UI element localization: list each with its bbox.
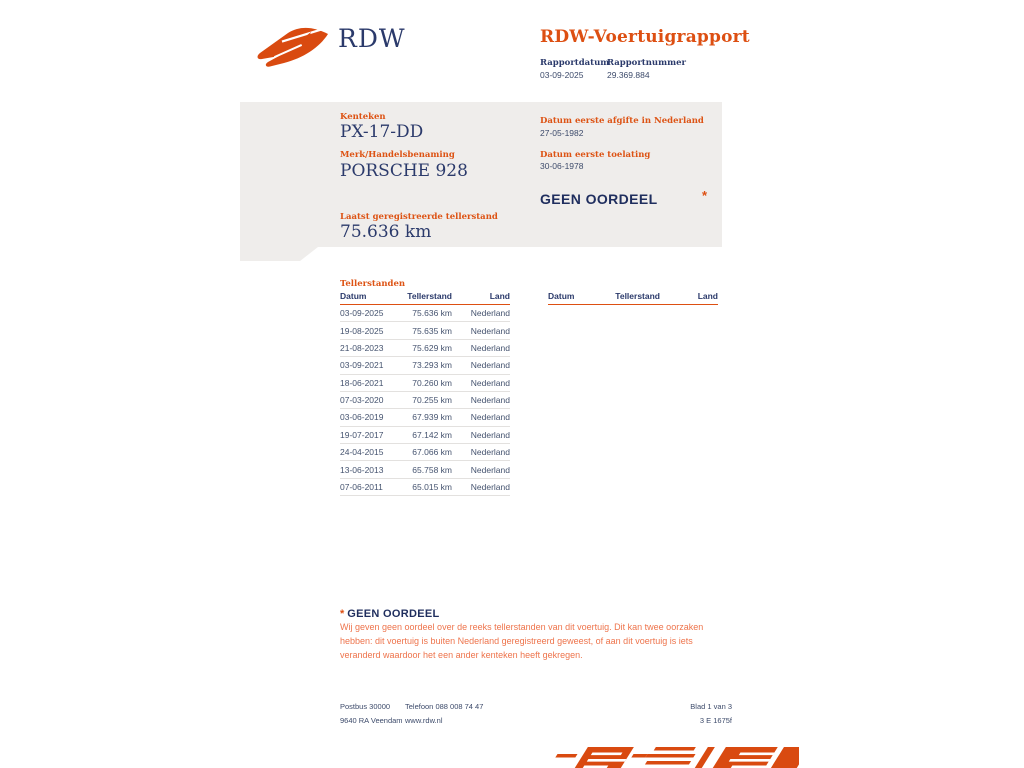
table-cell: 19-07-2017 <box>340 426 397 443</box>
table-cell: 07-03-2020 <box>340 391 397 408</box>
table-row <box>340 339 510 356</box>
afgifte-value: 27-05-1982 <box>540 128 584 138</box>
table-cell: 73.293 km <box>397 357 452 374</box>
table-cell: 21-08-2023 <box>340 339 397 356</box>
rdw-wing-logo-icon <box>253 26 329 68</box>
kenteken-label: Kenteken <box>340 112 386 122</box>
vehicle-summary-box-tab <box>240 247 318 261</box>
footer-address-line1: Postbus 30000 <box>340 702 391 711</box>
oordeel-status: GEEN OORDEEL <box>540 191 658 207</box>
table-cell: 67.066 km <box>397 444 452 461</box>
table-cell: 13-06-2013 <box>340 461 397 478</box>
footer-page-indicator: Blad 1 van 3 <box>690 702 732 711</box>
oordeel-footnote-marker: * <box>702 188 708 203</box>
report-date-label: Rapportdatum <box>540 58 610 68</box>
table-cell: 07-06-2011 <box>340 478 397 495</box>
table-cell: 18-06-2021 <box>340 374 397 391</box>
table-cell: Nederland <box>452 426 510 443</box>
table-cell: Nederland <box>452 478 510 495</box>
footer-phone: Telefoon 088 008 74 47 <box>405 702 484 711</box>
merk-label: Merk/Handelsbenaming <box>340 150 455 160</box>
table-cell: 67.939 km <box>397 409 452 426</box>
footnote-text: Wij geven geen oordeel over de reeks tellerstanden van dit voertuig. Dit kan twee oorzaken hebben: dit voertuig is buiten Nederland geregistreerd geweest, of aan dit voertuig is iets veranderd waardoor het een ander kenteken heeft gekregen. <box>340 622 704 660</box>
table-cell: 03-09-2021 <box>340 357 397 374</box>
report-number-value: 29.369.884 <box>607 70 650 80</box>
table-row <box>340 374 510 391</box>
col-header-land: Land <box>452 291 510 305</box>
table-cell: 70.255 km <box>397 391 452 408</box>
col-header-datum: Datum <box>340 291 397 305</box>
rdw-logo-wordmark: RDW <box>338 24 406 53</box>
table-cell: 75.629 km <box>397 339 452 356</box>
report-number-label: Rapportnummer <box>607 58 686 68</box>
col-header-datum: Datum <box>548 291 605 305</box>
table-row <box>340 444 510 461</box>
table-cell: Nederland <box>452 374 510 391</box>
col-header-land: Land <box>660 291 718 305</box>
table-cell: Nederland <box>452 322 510 339</box>
table-cell: Nederland <box>452 357 510 374</box>
rdw-stripes-graphic <box>543 742 799 768</box>
table-cell: 03-09-2025 <box>340 305 397 322</box>
tellerstanden-table-left <box>340 291 510 496</box>
col-header-tellerstand: Tellerstand <box>397 291 452 305</box>
table-row <box>340 409 510 426</box>
table-header-row <box>340 291 510 305</box>
table-cell: Nederland <box>452 444 510 461</box>
table-row <box>340 357 510 374</box>
table-cell: Nederland <box>452 339 510 356</box>
table-cell: 03-06-2019 <box>340 409 397 426</box>
table-header-row <box>548 291 718 305</box>
table-cell: 65.015 km <box>397 478 452 495</box>
table-row <box>340 305 510 322</box>
table-cell: Nederland <box>452 391 510 408</box>
table-cell: 24-04-2015 <box>340 444 397 461</box>
table-row <box>340 426 510 443</box>
report-date-value: 03-09-2025 <box>540 70 584 80</box>
col-header-tellerstand: Tellerstand <box>605 291 660 305</box>
document-title: RDW-Voertuigrapport <box>540 27 750 47</box>
table-cell: Nederland <box>452 305 510 322</box>
table-cell: 75.635 km <box>397 322 452 339</box>
table-cell: 19-08-2025 <box>340 322 397 339</box>
tellerstanden-section-title: Tellerstanden <box>340 279 406 289</box>
table-cell: Nederland <box>452 461 510 478</box>
table-cell: 65.758 km <box>397 461 452 478</box>
table-cell: 67.142 km <box>397 426 452 443</box>
table-cell: 70.260 km <box>397 374 452 391</box>
footnote-title: GEEN OORDEEL <box>347 608 440 620</box>
table-row <box>340 322 510 339</box>
tellerstand-value: 75.636 km <box>340 222 432 242</box>
toelating-label: Datum eerste toelating <box>540 150 651 160</box>
table-cell: Nederland <box>452 409 510 426</box>
table-row <box>340 461 510 478</box>
footnote-marker: * <box>340 608 345 620</box>
toelating-value: 30-06-1978 <box>540 161 584 171</box>
table-cell: 75.636 km <box>397 305 452 322</box>
tellerstanden-table-right <box>548 291 718 305</box>
footer-address-line2: 9640 RA Veendam <box>340 716 403 725</box>
tellerstand-label: Laatst geregistreerde tellerstand <box>340 212 498 222</box>
tellerstanden-rows <box>340 305 510 496</box>
kenteken-value: PX-17-DD <box>340 122 424 142</box>
table-row <box>340 478 510 495</box>
table-row <box>340 391 510 408</box>
footer-form-code: 3 E 1675f <box>699 716 732 725</box>
merk-value: PORSCHE 928 <box>340 161 468 181</box>
footer-website-link[interactable]: www.rdw.nl <box>405 716 443 725</box>
afgifte-label: Datum eerste afgifte in Nederland <box>540 116 704 126</box>
